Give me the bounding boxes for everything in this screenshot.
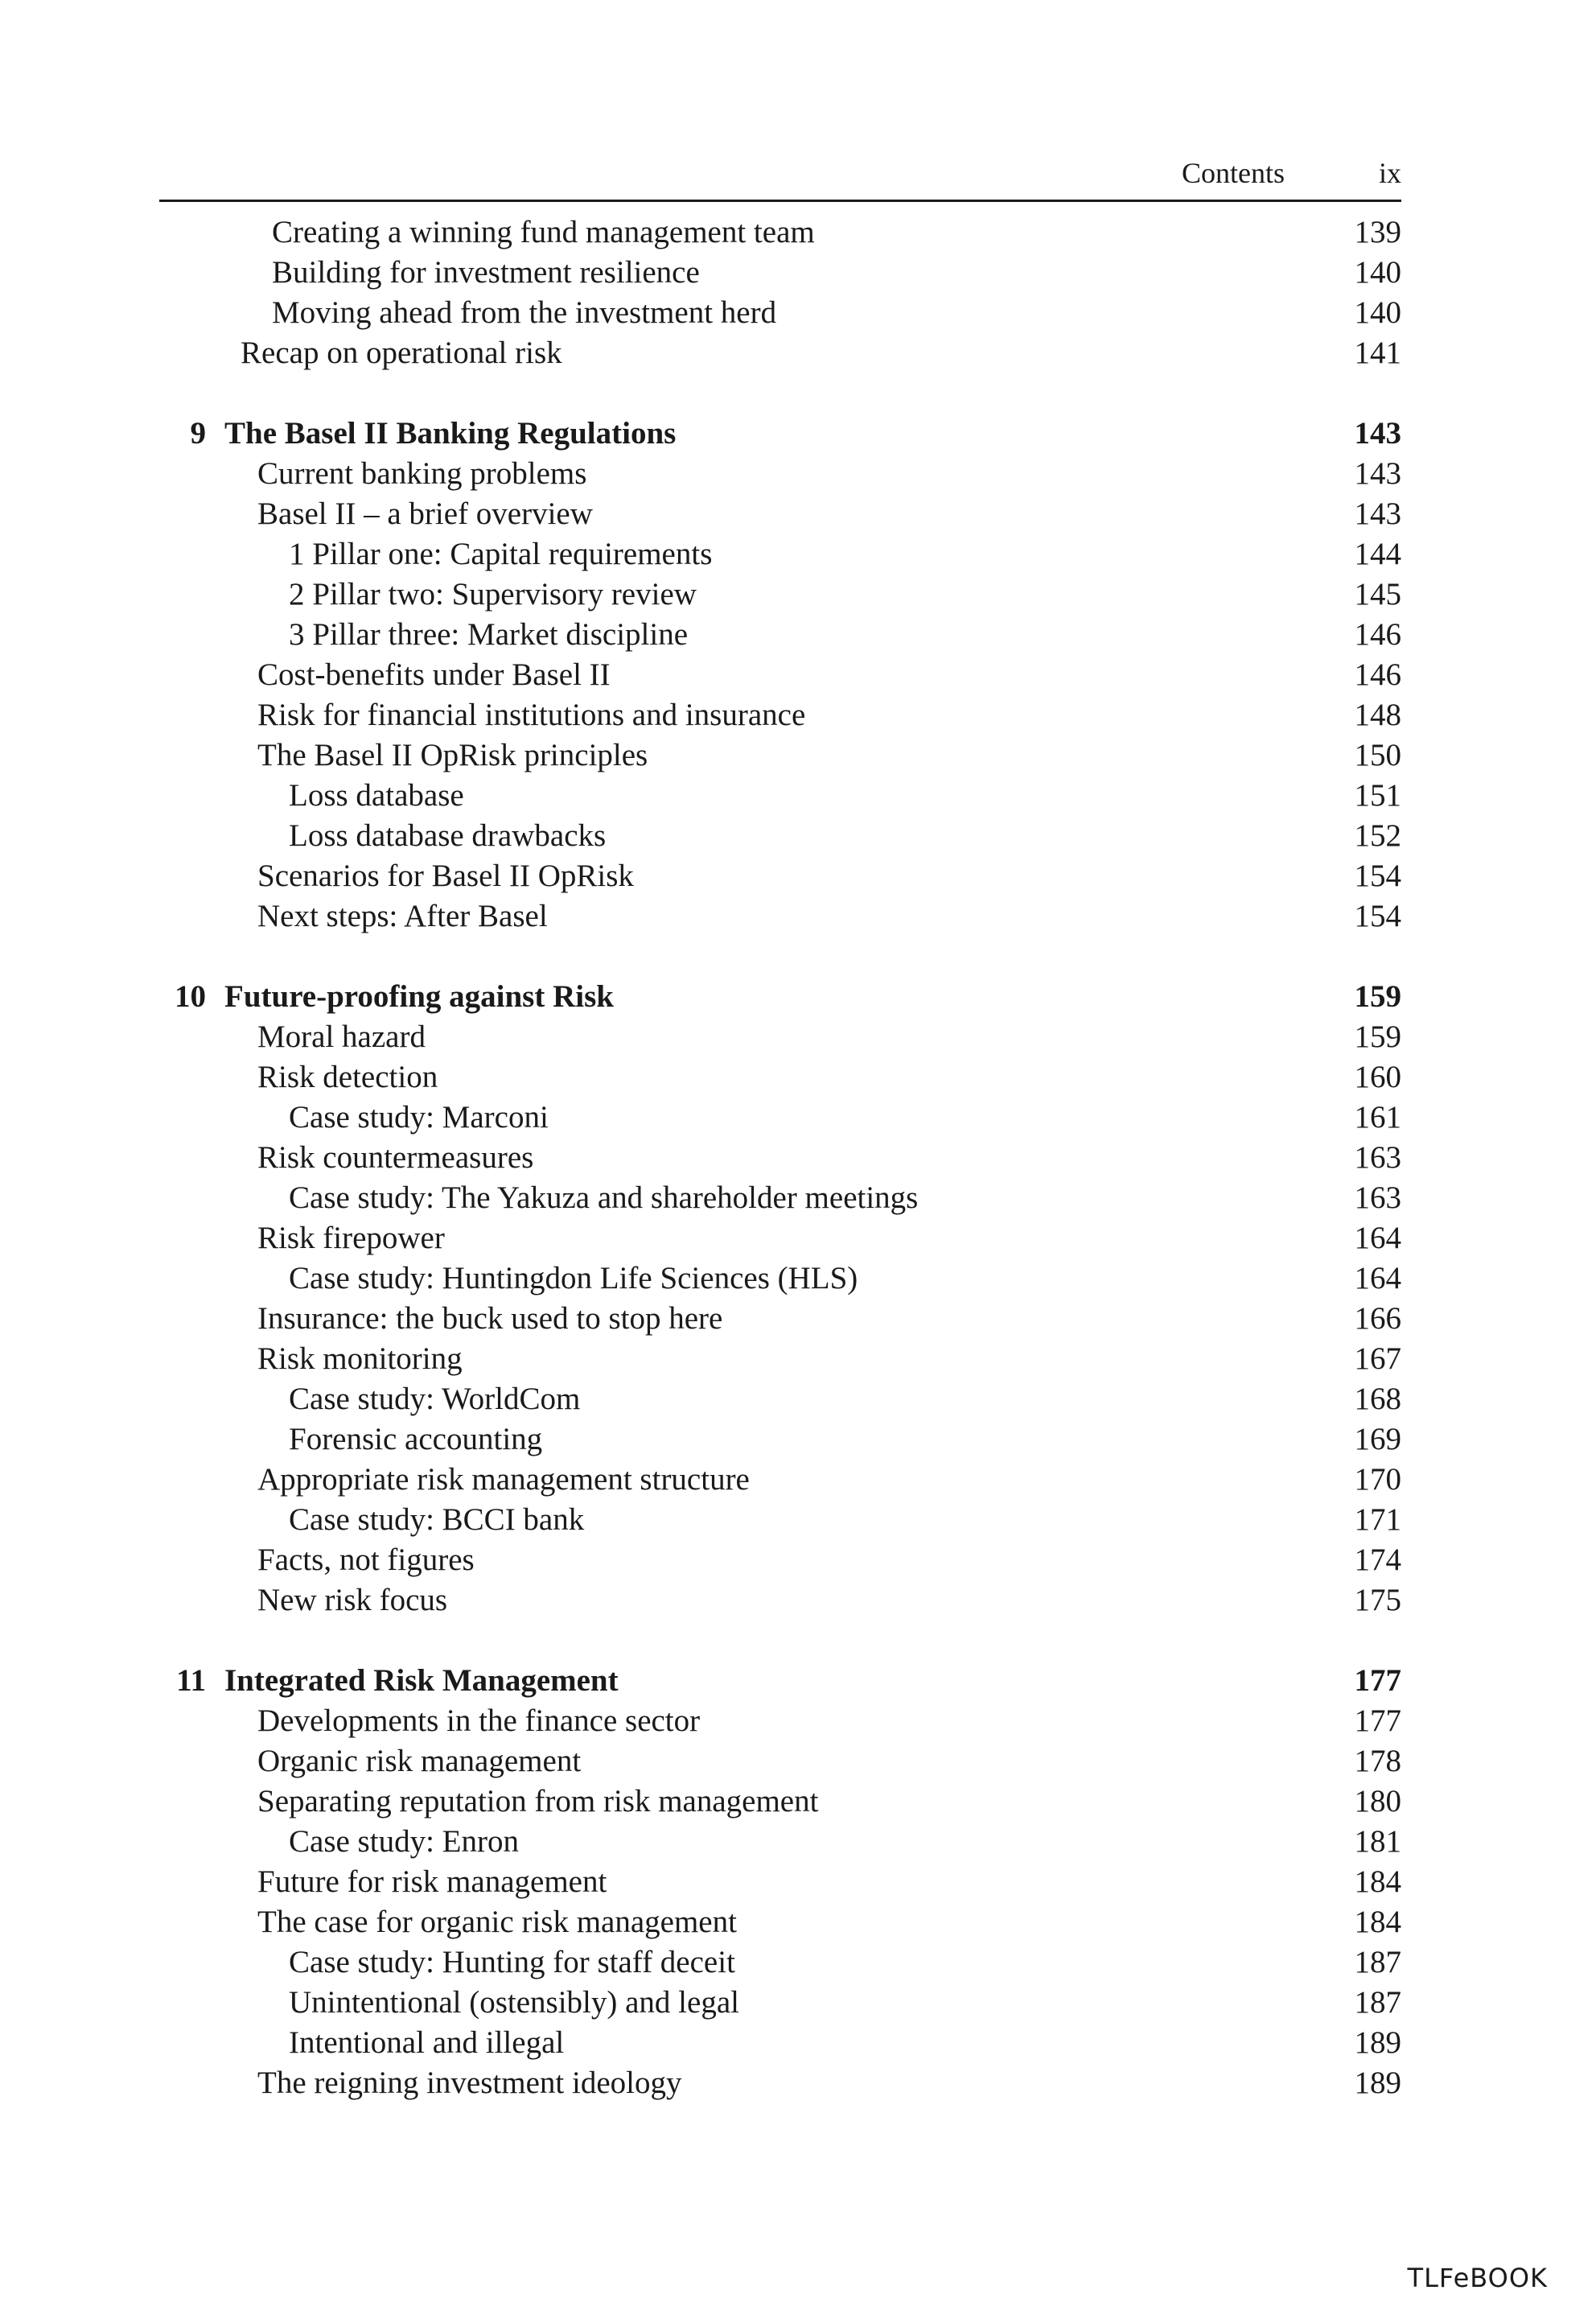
running-title: Contents bbox=[1181, 157, 1285, 189]
toc-entry bbox=[0, 1258, 1596, 1299]
toc-entry bbox=[0, 1339, 1596, 1379]
toc-entry-page: 146 bbox=[1354, 657, 1401, 692]
toc-entry-page: 177 bbox=[1354, 1703, 1401, 1738]
toc-entry-title: Case study: BCCI bank bbox=[289, 1502, 585, 1537]
toc-entry bbox=[0, 1822, 1596, 1862]
toc-entry-title: Loss database drawbacks bbox=[289, 818, 607, 853]
toc-entry-title: Unintentional (ostensibly) and legal bbox=[289, 1985, 739, 2020]
toc-entry-page: 146 bbox=[1354, 617, 1401, 652]
toc-entry-page: 184 bbox=[1354, 1864, 1401, 1899]
toc-entry-title: Next steps: After Basel bbox=[257, 899, 548, 933]
toc-entry bbox=[0, 293, 1596, 333]
toc-entry bbox=[0, 1781, 1596, 1822]
toc-entry-title: Cost-benefits under Basel II bbox=[257, 657, 611, 692]
toc-entry-title: Case study: WorldCom bbox=[289, 1382, 581, 1416]
toc-entry-title: Insurance: the buck used to stop here bbox=[257, 1301, 723, 1336]
toc-entry-title: 1 Pillar one: Capital requirements bbox=[289, 537, 713, 571]
toc-entry bbox=[0, 253, 1596, 293]
toc-entry-title: 2 Pillar two: Supervisory review bbox=[289, 577, 697, 612]
toc-entry bbox=[0, 615, 1596, 655]
toc-entry bbox=[0, 1902, 1596, 1942]
toc-entry-title: Future for risk management bbox=[257, 1864, 607, 1899]
toc-entry-page: 163 bbox=[1354, 1180, 1401, 1215]
toc-entry-page: 167 bbox=[1354, 1341, 1401, 1376]
chapter-number: 10 bbox=[175, 979, 206, 1014]
toc-entry-page: 141 bbox=[1354, 336, 1401, 370]
toc-entry bbox=[0, 1299, 1596, 1339]
toc-entry-title: Case study: Enron bbox=[289, 1824, 519, 1859]
toc-entry-title: Moral hazard bbox=[257, 1019, 426, 1054]
toc-entry bbox=[0, 1942, 1596, 1983]
toc-entry-page: 184 bbox=[1354, 1905, 1401, 1939]
toc-entry bbox=[0, 2063, 1596, 2103]
toc-entry-title: Loss database bbox=[289, 778, 464, 813]
toc-entry-page: 144 bbox=[1354, 537, 1401, 571]
toc-entry bbox=[0, 1701, 1596, 1741]
toc-entry-page: 139 bbox=[1354, 215, 1401, 249]
toc-entry bbox=[0, 454, 1596, 494]
toc-entry bbox=[0, 575, 1596, 615]
toc-entry-page: 171 bbox=[1354, 1502, 1401, 1537]
chapter-title: The Basel II Banking Regulations bbox=[224, 416, 677, 451]
toc-entry bbox=[0, 1138, 1596, 1178]
toc-entry bbox=[0, 1057, 1596, 1098]
toc-entry-title: Moving ahead from the investment herd bbox=[272, 295, 777, 330]
toc-entry-title: Risk monitoring bbox=[257, 1341, 463, 1376]
table-of-contents bbox=[0, 212, 1596, 2103]
toc-entry bbox=[0, 494, 1596, 534]
toc-entry-page: 174 bbox=[1354, 1543, 1401, 1577]
chapter-heading bbox=[0, 1661, 1596, 1701]
toc-entry-page: 151 bbox=[1354, 778, 1401, 813]
toc-entry bbox=[0, 1580, 1596, 1621]
toc-entry-page: 145 bbox=[1354, 577, 1401, 612]
toc-entry bbox=[0, 1379, 1596, 1419]
chapter-number: 11 bbox=[176, 1663, 206, 1698]
chapter-heading bbox=[0, 414, 1596, 454]
toc-entry-title: Current banking problems bbox=[257, 456, 587, 491]
toc-entry-title: New risk focus bbox=[257, 1583, 448, 1617]
page-folio: ix bbox=[1378, 157, 1401, 189]
chapter-title: Future-proofing against Risk bbox=[224, 979, 614, 1014]
toc-entry-page: 143 bbox=[1354, 456, 1401, 491]
toc-entry-title: Case study: Huntingdon Life Sciences (HLS) bbox=[289, 1261, 858, 1295]
toc-entry-page: 159 bbox=[1354, 1019, 1401, 1054]
toc-entry-title: Scenarios for Basel II OpRisk bbox=[257, 859, 634, 893]
toc-entry-page: 163 bbox=[1354, 1140, 1401, 1175]
watermark: TLFeBOOK bbox=[1407, 2263, 1548, 2293]
toc-entry bbox=[0, 1540, 1596, 1580]
toc-entry-page: 161 bbox=[1354, 1100, 1401, 1135]
toc-entry-page: 164 bbox=[1354, 1221, 1401, 1255]
toc-entry-page: 150 bbox=[1354, 738, 1401, 772]
toc-entry-title: The case for organic risk management bbox=[257, 1905, 737, 1939]
toc-entry bbox=[0, 735, 1596, 776]
toc-entry bbox=[0, 333, 1596, 373]
toc-entry-page: 140 bbox=[1354, 255, 1401, 290]
toc-entry-title: Risk countermeasures bbox=[257, 1140, 534, 1175]
chapter-page: 143 bbox=[1354, 416, 1401, 451]
chapter-title: Integrated Risk Management bbox=[224, 1663, 619, 1698]
toc-entry bbox=[0, 1218, 1596, 1258]
running-header bbox=[159, 154, 1401, 202]
toc-entry-title: The Basel II OpRisk principles bbox=[257, 738, 648, 772]
toc-entry bbox=[0, 212, 1596, 253]
chapter-heading bbox=[0, 977, 1596, 1017]
toc-entry-title: Creating a winning fund management team bbox=[272, 215, 815, 249]
toc-entry-title: Risk for financial institutions and insurance bbox=[257, 698, 806, 732]
chapter-page: 159 bbox=[1354, 979, 1401, 1014]
toc-entry-title: Organic risk management bbox=[257, 1744, 582, 1778]
toc-entry bbox=[0, 655, 1596, 695]
toc-entry-page: 143 bbox=[1354, 496, 1401, 531]
toc-entry-title: Case study: The Yakuza and shareholder meetings bbox=[289, 1180, 919, 1215]
toc-entry bbox=[0, 776, 1596, 816]
toc-entry-title: 3 Pillar three: Market discipline bbox=[289, 617, 689, 652]
toc-entry-page: 169 bbox=[1354, 1422, 1401, 1456]
toc-entry-title: Facts, not figures bbox=[257, 1543, 475, 1577]
toc-entry bbox=[0, 1178, 1596, 1218]
chapter-number: 9 bbox=[190, 416, 206, 451]
toc-entry-page: 180 bbox=[1354, 1784, 1401, 1819]
toc-entry bbox=[0, 534, 1596, 575]
toc-entry-page: 168 bbox=[1354, 1382, 1401, 1416]
toc-entry-title: Building for investment resilience bbox=[272, 255, 700, 290]
toc-entry-page: 154 bbox=[1354, 859, 1401, 893]
toc-entry-page: 154 bbox=[1354, 899, 1401, 933]
toc-entry-page: 187 bbox=[1354, 1945, 1401, 1979]
toc-entry-page: 181 bbox=[1354, 1824, 1401, 1859]
toc-entry-page: 148 bbox=[1354, 698, 1401, 732]
toc-entry bbox=[0, 856, 1596, 896]
toc-entry-title: Appropriate risk management structure bbox=[257, 1462, 750, 1497]
toc-entry-title: Basel II – a brief overview bbox=[257, 496, 593, 531]
toc-entry-title: Recap on operational risk bbox=[241, 336, 562, 370]
toc-entry-page: 160 bbox=[1354, 1060, 1401, 1094]
toc-entry-page: 175 bbox=[1354, 1583, 1401, 1617]
chapter-page: 177 bbox=[1354, 1663, 1401, 1698]
toc-entry-page: 178 bbox=[1354, 1744, 1401, 1778]
toc-entry-page: 166 bbox=[1354, 1301, 1401, 1336]
toc-entry bbox=[0, 1017, 1596, 1057]
toc-entry bbox=[0, 2023, 1596, 2063]
toc-entry-page: 170 bbox=[1354, 1462, 1401, 1497]
toc-entry bbox=[0, 1419, 1596, 1460]
toc-entry-title: The reigning investment ideology bbox=[257, 2066, 682, 2100]
toc-entry-title: Risk firepower bbox=[257, 1221, 445, 1255]
toc-entry bbox=[0, 896, 1596, 937]
toc-entry bbox=[0, 1098, 1596, 1138]
toc-entry-page: 189 bbox=[1354, 2066, 1401, 2100]
toc-entry-page: 187 bbox=[1354, 1985, 1401, 2020]
toc-entry-page: 189 bbox=[1354, 2025, 1401, 2060]
toc-entry bbox=[0, 1460, 1596, 1500]
toc-entry bbox=[0, 1741, 1596, 1781]
toc-entry-page: 164 bbox=[1354, 1261, 1401, 1295]
toc-entry-title: Risk detection bbox=[257, 1060, 438, 1094]
toc-entry bbox=[0, 816, 1596, 856]
toc-entry bbox=[0, 1862, 1596, 1902]
toc-entry-title: Developments in the finance sector bbox=[257, 1703, 701, 1738]
toc-entry bbox=[0, 1500, 1596, 1540]
toc-entry-title: Case study: Hunting for staff deceit bbox=[289, 1945, 735, 1979]
toc-entry-title: Forensic accounting bbox=[289, 1422, 543, 1456]
toc-entry-page: 152 bbox=[1354, 818, 1401, 853]
toc-entry-title: Intentional and illegal bbox=[289, 2025, 565, 2060]
toc-entry bbox=[0, 695, 1596, 735]
toc-entry-title: Separating reputation from risk management bbox=[257, 1784, 819, 1819]
toc-entry-page: 140 bbox=[1354, 295, 1401, 330]
toc-entry-title: Case study: Marconi bbox=[289, 1100, 549, 1135]
toc-entry bbox=[0, 1983, 1596, 2023]
